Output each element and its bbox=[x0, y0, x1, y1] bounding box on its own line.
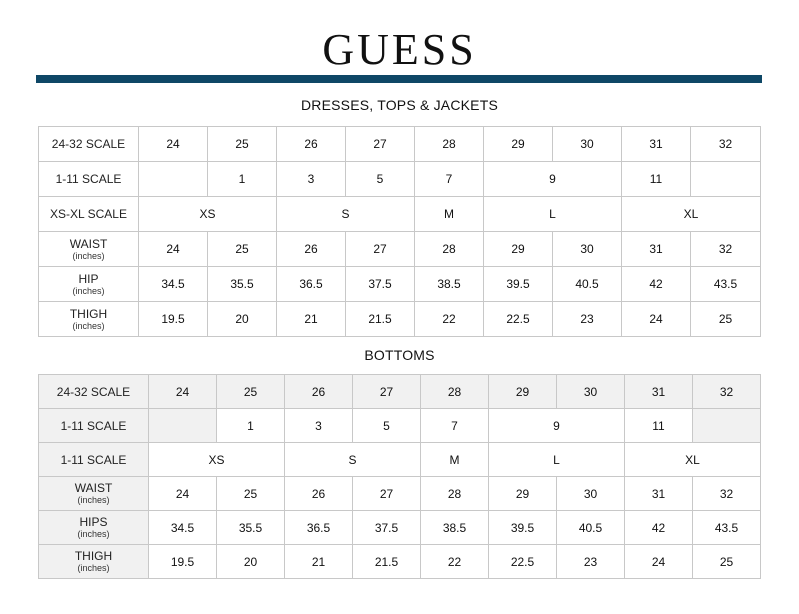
table-cell: 32 bbox=[691, 232, 761, 267]
table-cell: 23 bbox=[553, 302, 622, 337]
table-cell: 1 bbox=[208, 162, 277, 197]
table-cell bbox=[693, 409, 761, 443]
table-cell: 28 bbox=[415, 127, 484, 162]
table-cell: 29 bbox=[484, 232, 553, 267]
table-cell: 31 bbox=[625, 375, 693, 409]
table-cell: 5 bbox=[346, 162, 415, 197]
row-header-label: HIP bbox=[78, 271, 99, 286]
section-title-bottoms: BOTTOMS bbox=[364, 347, 435, 363]
row-header-unit: (inches) bbox=[77, 563, 110, 573]
table-cell: 3 bbox=[277, 162, 346, 197]
table-cell: 22 bbox=[421, 545, 489, 579]
table-cell: 30 bbox=[553, 127, 622, 162]
table-row bbox=[39, 443, 761, 477]
row-header-label: THIGH bbox=[74, 549, 113, 563]
table-cell: 21.5 bbox=[346, 302, 415, 337]
row-header: 1-11 SCALE bbox=[39, 162, 139, 197]
table-row bbox=[39, 375, 761, 409]
table-cell: 29 bbox=[484, 127, 553, 162]
table-cell: 24 bbox=[149, 375, 217, 409]
table-cell: 38.5 bbox=[421, 511, 489, 545]
table-cell: 32 bbox=[693, 477, 761, 511]
row-header bbox=[39, 302, 139, 337]
table-cell: 40.5 bbox=[553, 267, 622, 302]
table-cell: 24 bbox=[625, 545, 693, 579]
table-row bbox=[39, 511, 761, 545]
table-cell bbox=[691, 162, 761, 197]
table-cell: 25 bbox=[693, 545, 761, 579]
row-header bbox=[39, 232, 139, 267]
table-cell: XL bbox=[625, 443, 761, 477]
table-cell: 36.5 bbox=[277, 267, 346, 302]
table-cell: 21.5 bbox=[353, 545, 421, 579]
table-row bbox=[39, 409, 761, 443]
table-cell: L bbox=[484, 197, 622, 232]
brand-divider-bar bbox=[36, 75, 762, 83]
table-cell: 25 bbox=[217, 477, 285, 511]
row-header-unit: (inches) bbox=[77, 495, 110, 505]
table-cell: 25 bbox=[691, 302, 761, 337]
row-header: 1-11 SCALE bbox=[39, 409, 149, 443]
bottoms-size-table bbox=[38, 374, 761, 579]
table-cell: 40.5 bbox=[557, 511, 625, 545]
table-cell: 23 bbox=[557, 545, 625, 579]
table-cell: 26 bbox=[285, 477, 353, 511]
table-row bbox=[39, 302, 761, 337]
table-cell: 32 bbox=[693, 375, 761, 409]
table-cell: 25 bbox=[208, 127, 277, 162]
table-cell: 19.5 bbox=[139, 302, 208, 337]
table-cell: 5 bbox=[353, 409, 421, 443]
row-header-unit: (inches) bbox=[72, 320, 105, 331]
table-cell: XS bbox=[149, 443, 285, 477]
table-row bbox=[39, 162, 761, 197]
table-cell: 35.5 bbox=[217, 511, 285, 545]
table-cell: 22.5 bbox=[489, 545, 557, 579]
table-cell: 37.5 bbox=[346, 267, 415, 302]
table-cell: 37.5 bbox=[353, 511, 421, 545]
table-cell: 7 bbox=[421, 409, 489, 443]
table-cell: 36.5 bbox=[285, 511, 353, 545]
row-header bbox=[39, 267, 139, 302]
table-cell: S bbox=[277, 197, 415, 232]
table-cell: 38.5 bbox=[415, 267, 484, 302]
table-cell: 28 bbox=[421, 375, 489, 409]
table-cell: 39.5 bbox=[489, 511, 557, 545]
table-cell: 28 bbox=[421, 477, 489, 511]
row-header-unit: (inches) bbox=[72, 285, 105, 296]
table-row bbox=[39, 232, 761, 267]
section-title-tops: DRESSES, TOPS & JACKETS bbox=[300, 97, 499, 113]
table-cell: 21 bbox=[277, 302, 346, 337]
table-row bbox=[39, 477, 761, 511]
table-cell: 20 bbox=[208, 302, 277, 337]
table-cell: 32 bbox=[691, 127, 761, 162]
table-cell: 27 bbox=[353, 477, 421, 511]
table-cell: 30 bbox=[557, 375, 625, 409]
row-header: 24-32 SCALE bbox=[39, 127, 139, 162]
table-cell bbox=[149, 409, 217, 443]
table-cell: 11 bbox=[622, 162, 691, 197]
table-cell: 26 bbox=[277, 232, 346, 267]
table-cell: 9 bbox=[489, 409, 625, 443]
table-cell: 34.5 bbox=[149, 511, 217, 545]
row-header-unit: (inches) bbox=[77, 529, 110, 539]
row-header-label: WAIST bbox=[74, 481, 113, 495]
table-cell: 24 bbox=[622, 302, 691, 337]
table-cell: 22 bbox=[415, 302, 484, 337]
row-header bbox=[39, 545, 149, 579]
row-header bbox=[39, 511, 149, 545]
table-cell: 34.5 bbox=[139, 267, 208, 302]
table-cell: 42 bbox=[622, 267, 691, 302]
table-cell: 31 bbox=[622, 232, 691, 267]
row-header-label: THIGH bbox=[69, 306, 108, 321]
tops-size-table bbox=[38, 126, 761, 337]
row-header bbox=[39, 477, 149, 511]
row-header-label: WAIST bbox=[69, 236, 108, 251]
table-cell: 20 bbox=[217, 545, 285, 579]
table-cell: S bbox=[285, 443, 421, 477]
table-cell: 31 bbox=[622, 127, 691, 162]
table-cell: L bbox=[489, 443, 625, 477]
row-header: XS-XL SCALE bbox=[39, 197, 139, 232]
table-cell: 25 bbox=[208, 232, 277, 267]
table-row bbox=[39, 267, 761, 302]
table-cell: XS bbox=[139, 197, 277, 232]
table-cell: 22.5 bbox=[484, 302, 553, 337]
table-cell: 7 bbox=[415, 162, 484, 197]
table-cell: 31 bbox=[625, 477, 693, 511]
table-cell: 30 bbox=[553, 232, 622, 267]
table-cell: 27 bbox=[346, 232, 415, 267]
table-cell: 28 bbox=[415, 232, 484, 267]
table-cell: 30 bbox=[557, 477, 625, 511]
table-cell: 27 bbox=[346, 127, 415, 162]
table-cell: M bbox=[421, 443, 489, 477]
table-cell: 39.5 bbox=[484, 267, 553, 302]
table-cell bbox=[139, 162, 208, 197]
brand-logo: GUESS bbox=[322, 25, 477, 74]
table-cell: 25 bbox=[217, 375, 285, 409]
row-header-unit: (inches) bbox=[72, 250, 105, 261]
table-cell: 29 bbox=[489, 477, 557, 511]
table-cell: M bbox=[415, 197, 484, 232]
table-cell: 24 bbox=[149, 477, 217, 511]
table-cell: 29 bbox=[489, 375, 557, 409]
table-cell: 42 bbox=[625, 511, 693, 545]
table-cell: 27 bbox=[353, 375, 421, 409]
table-cell: 21 bbox=[285, 545, 353, 579]
row-header-label: HIPS bbox=[79, 515, 108, 529]
row-header: 24-32 SCALE bbox=[39, 375, 149, 409]
table-row bbox=[39, 197, 761, 232]
table-row bbox=[39, 545, 761, 579]
table-row bbox=[39, 127, 761, 162]
table-cell: 35.5 bbox=[208, 267, 277, 302]
row-header: 1-11 SCALE bbox=[39, 443, 149, 477]
table-cell: XL bbox=[622, 197, 761, 232]
table-cell: 26 bbox=[285, 375, 353, 409]
table-cell: 26 bbox=[277, 127, 346, 162]
table-cell: 43.5 bbox=[691, 267, 761, 302]
table-cell: 24 bbox=[139, 127, 208, 162]
table-cell: 3 bbox=[285, 409, 353, 443]
table-cell: 19.5 bbox=[149, 545, 217, 579]
table-cell: 1 bbox=[217, 409, 285, 443]
table-cell: 9 bbox=[484, 162, 622, 197]
table-cell: 43.5 bbox=[693, 511, 761, 545]
table-cell: 11 bbox=[625, 409, 693, 443]
table-cell: 24 bbox=[139, 232, 208, 267]
